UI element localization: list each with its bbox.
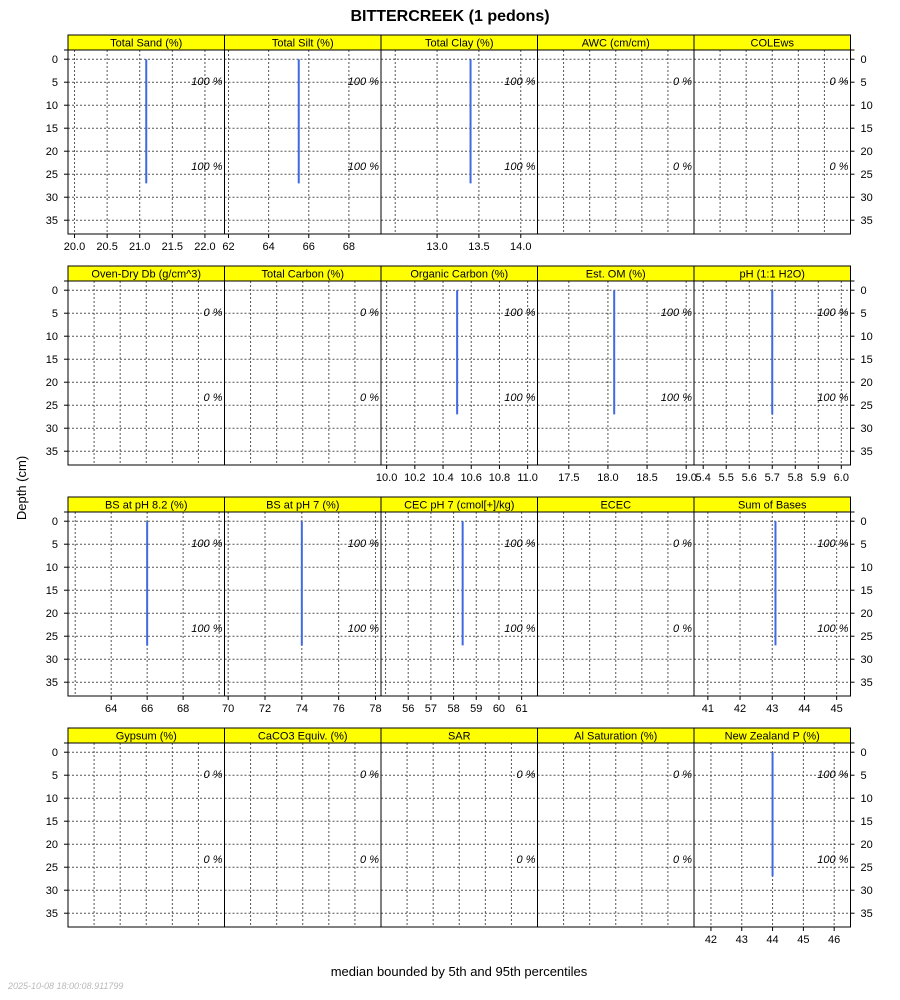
y-tick-label: 10 [860,100,873,113]
x-tick-label: 21.5 [161,241,184,253]
y-tick-label: 0 [51,516,58,529]
panel-bs-at-ph-8-2 [68,497,225,715]
x-tick-label: 5.7 [764,472,780,484]
y-tick-label: 15 [45,123,58,136]
pct-label-bottom: 100 % [817,392,849,404]
panel-sar [381,728,538,927]
x-tick-label: 5.5 [718,472,734,484]
pct-label-top: 100 % [347,76,379,88]
y-tick-label: 5 [860,77,867,90]
depth-axis-row-1 [46,50,873,227]
timestamp: 2025-10-08 18:00:08.911799 [8,981,124,991]
x-tick-label: 14.0 [510,241,532,253]
x-tick-label: 6.0 [833,472,849,484]
x-tick-label: 10.4 [432,472,454,484]
y-tick-label: 25 [45,862,58,875]
y-tick-label: 30 [860,192,873,205]
panels [46,35,873,946]
y-tick-label: 5 [860,770,867,783]
x-tick-label: 45 [797,934,810,946]
x-tick-label: 41 [701,703,714,715]
x-tick-label: 78 [369,703,382,715]
x-tick-label: 18.0 [597,472,619,484]
y-tick-label: 25 [45,631,58,644]
y-tick-label: 15 [860,585,873,598]
y-tick-label: 30 [45,192,58,205]
pct-label-bottom: 100 % [191,161,223,173]
strip-label: Total Sand (%) [110,37,183,50]
x-tick-label: 72 [258,703,272,715]
x-tick-label: 45 [830,703,843,715]
strip-label: Est. OM (%) [585,268,646,281]
y-tick-label: 10 [45,793,58,806]
panel-gypsum [68,728,225,927]
y-tick-label: 20 [860,608,873,621]
strip-label: Organic Carbon (%) [410,268,509,281]
y-tick-label: 5 [51,539,58,552]
y-tick-label: 20 [45,839,58,852]
panel-est-om [538,266,697,484]
strip-label: CaCO3 Equiv. (%) [257,730,348,743]
panel-sum-of-bases [694,497,851,715]
pct-label-bottom: 0 % [673,854,692,866]
x-tick-label: 57 [424,703,438,715]
strip-label: Total Carbon (%) [261,268,345,281]
panel-total-silt [222,35,381,253]
x-tick-label: 76 [332,703,345,715]
x-tick-label: 68 [342,241,356,253]
y-tick-label: 15 [860,354,873,367]
x-tick-label: 17.5 [558,472,580,484]
pct-label-bottom: 0 % [360,854,379,866]
pct-label-bottom: 100 % [817,623,849,635]
y-tick-label: 10 [860,331,873,344]
y-tick-label: 25 [860,862,873,875]
pct-label-bottom: 100 % [347,623,379,635]
panel-oven-dry-db-g-cm-3 [68,266,225,465]
x-tick-label: 64 [105,703,118,715]
x-tick-label: 19.0 [675,472,697,484]
y-tick-label: 10 [45,562,58,575]
x-tick-label: 13.5 [468,241,490,253]
strip-label: BS at pH 7 (%) [266,499,340,512]
strip-label: ECEC [600,499,632,512]
x-tick-label: 59 [470,703,483,715]
pct-label-top: 100 % [504,307,536,319]
y-tick-label: 5 [860,539,867,552]
y-tick-label: 5 [51,77,58,90]
y-tick-label: 35 [45,677,58,690]
strip-label: CEC pH 7 (cmol[+]/kg) [404,499,515,512]
x-tick-label: 56 [402,703,415,715]
y-tick-label: 25 [860,631,873,644]
y-tick-label: 15 [860,123,873,136]
y-tick-label: 35 [45,446,58,459]
panel-al-saturation [538,728,695,927]
y-tick-label: 25 [860,169,873,182]
x-tick-label: 18.5 [636,472,658,484]
x-tick-label: 43 [766,703,779,715]
chart-title: BITTERCREEK (1 pedons) [350,8,550,25]
y-tick-label: 10 [45,331,58,344]
panel-total-clay [381,35,538,253]
x-tick-label: 61 [515,703,528,715]
y-tick-label: 30 [860,423,873,436]
strip-label: Total Clay (%) [425,37,494,50]
y-axis-label: Depth (cm) [14,455,29,521]
x-tick-label: 64 [262,241,275,253]
y-tick-label: 30 [45,885,58,898]
pct-label-bottom: 100 % [347,161,379,173]
x-tick-label: 66 [302,241,315,253]
x-tick-label: 44 [766,934,779,946]
x-tick-label: 43 [735,934,748,946]
y-tick-label: 35 [45,215,58,228]
x-tick-label: 42 [733,703,747,715]
y-tick-label: 30 [45,654,58,667]
y-tick-label: 15 [45,585,58,598]
y-tick-label: 5 [51,308,58,321]
panel-caco3-equiv [225,728,382,927]
pct-label-bottom: 100 % [817,854,849,866]
y-tick-label: 35 [860,215,873,228]
x-tick-label: 10.6 [460,472,482,484]
y-tick-label: 20 [45,608,58,621]
y-tick-label: 5 [51,770,58,783]
pct-label-bottom: 0 % [516,854,536,866]
strip-label: AWC (cm/cm) [581,37,650,50]
pct-label-bottom: 0 % [360,392,379,404]
y-tick-label: 20 [860,839,873,852]
x-tick-label: 60 [492,703,506,715]
y-tick-label: 25 [45,400,58,413]
pct-label-top: 0 % [203,307,223,319]
x-tick-label: 11.0 [517,472,538,484]
strip-label: BS at pH 8.2 (%) [104,499,188,512]
strip-label: Sum of Bases [738,499,807,512]
x-tick-label: 22.0 [194,241,216,253]
strip-label: Total Silt (%) [271,37,334,50]
strip-label: Gypsum (%) [115,730,177,743]
panel-new-zealand-p [694,728,851,946]
pct-label-bottom: 0 % [203,854,223,866]
pct-label-top: 0 % [203,769,223,781]
panel-awc-cm-cm [538,35,695,234]
strip-label: Al Saturation (%) [574,730,658,743]
y-tick-label: 30 [860,885,873,898]
y-tick-label: 10 [860,562,873,575]
x-tick-label: 20.5 [96,241,118,253]
pct-label-bottom: 100 % [504,623,536,635]
strip-label: COLEws [750,37,794,50]
pct-label-top: 100 % [347,538,379,550]
y-tick-label: 35 [45,908,58,921]
x-tick-label: 68 [177,703,190,715]
pct-label-bottom: 0 % [673,623,692,635]
y-tick-label: 10 [860,793,873,806]
y-tick-label: 20 [860,146,873,159]
pct-label-top: 0 % [673,538,692,550]
x-tick-label: 5.8 [787,472,803,484]
panel-bs-at-ph-7 [222,497,382,715]
y-tick-label: 20 [45,377,58,390]
y-tick-label: 25 [45,169,58,182]
strip-label: SAR [447,730,471,743]
strip-label: pH (1:1 H2O) [739,268,805,281]
x-tick-label: 13.0 [426,241,448,253]
pct-label-top: 100 % [191,538,223,550]
x-tick-label: 21.0 [129,241,151,253]
y-tick-label: 10 [45,100,58,113]
x-tick-label: 10.2 [404,472,426,484]
pct-label-bottom: 0 % [829,161,849,173]
pct-label-bottom: 100 % [660,392,692,404]
y-tick-label: 0 [860,54,867,67]
x-tick-label: 62 [222,241,235,253]
y-tick-label: 35 [860,677,873,690]
panel-organic-carbon [376,266,538,484]
x-tick-label: 70 [222,703,235,715]
x-tick-label: 74 [295,703,308,715]
panel-cec-ph-7-cmol-kg [381,497,538,715]
y-tick-label: 0 [51,285,58,298]
pct-label-top: 100 % [817,307,849,319]
x-tick-label: 10.0 [375,472,398,484]
y-tick-label: 0 [860,285,867,298]
x-tick-label: 10.8 [488,472,511,484]
y-tick-label: 15 [860,816,873,829]
y-tick-label: 15 [45,354,58,367]
pct-label-bottom: 0 % [673,161,692,173]
x-tick-label: 5.6 [741,472,757,484]
pct-label-top: 100 % [191,76,223,88]
y-tick-label: 0 [860,747,867,760]
panel-total-carbon [225,266,382,465]
panel-ecec [538,497,695,696]
panel-total-sand [64,35,225,253]
panel-ph-1-1-h2o [694,266,851,484]
pct-label-top: 0 % [673,769,692,781]
depth-axis-row-3 [46,512,873,689]
x-tick-label: 5.4 [695,472,711,484]
pct-label-top: 0 % [516,769,536,781]
x-tick-label: 46 [828,934,841,946]
x-tick-label: 20.0 [63,241,86,253]
y-tick-label: 0 [51,747,58,760]
x-axis-label: median bounded by 5th and 95th percentiles [330,964,588,979]
y-tick-label: 20 [45,146,58,159]
panel-colews [694,35,851,234]
pct-label-bottom: 100 % [504,161,536,173]
pct-label-top: 100 % [660,307,692,319]
y-tick-label: 25 [860,400,873,413]
y-tick-label: 15 [45,816,58,829]
y-tick-label: 0 [51,54,58,67]
y-tick-label: 0 [860,516,867,529]
x-tick-label: 44 [798,703,811,715]
pct-label-top: 100 % [504,538,536,550]
depth-axis-row-2 [46,281,873,458]
x-tick-label: 5.9 [810,472,826,484]
y-tick-label: 30 [45,423,58,436]
pct-label-top: 0 % [360,769,379,781]
y-tick-label: 35 [860,908,873,921]
y-tick-label: 30 [860,654,873,667]
pct-label-bottom: 0 % [203,392,223,404]
x-tick-label: 58 [447,703,460,715]
pct-label-top: 0 % [360,307,379,319]
x-tick-label: 66 [141,703,154,715]
pct-label-top: 0 % [673,76,692,88]
pct-label-top: 100 % [504,76,536,88]
pct-label-top: 100 % [817,769,849,781]
pct-label-bottom: 100 % [504,392,536,404]
x-tick-label: 42 [704,934,718,946]
strip-label: Oven-Dry Db (g/cm^3) [91,268,202,281]
strip-label: New Zealand P (%) [724,730,820,743]
y-tick-label: 35 [860,446,873,459]
y-tick-label: 20 [860,377,873,390]
pct-label-top: 0 % [829,76,849,88]
y-tick-label: 5 [860,308,867,321]
pct-label-top: 100 % [817,538,849,550]
pct-label-bottom: 100 % [191,623,223,635]
